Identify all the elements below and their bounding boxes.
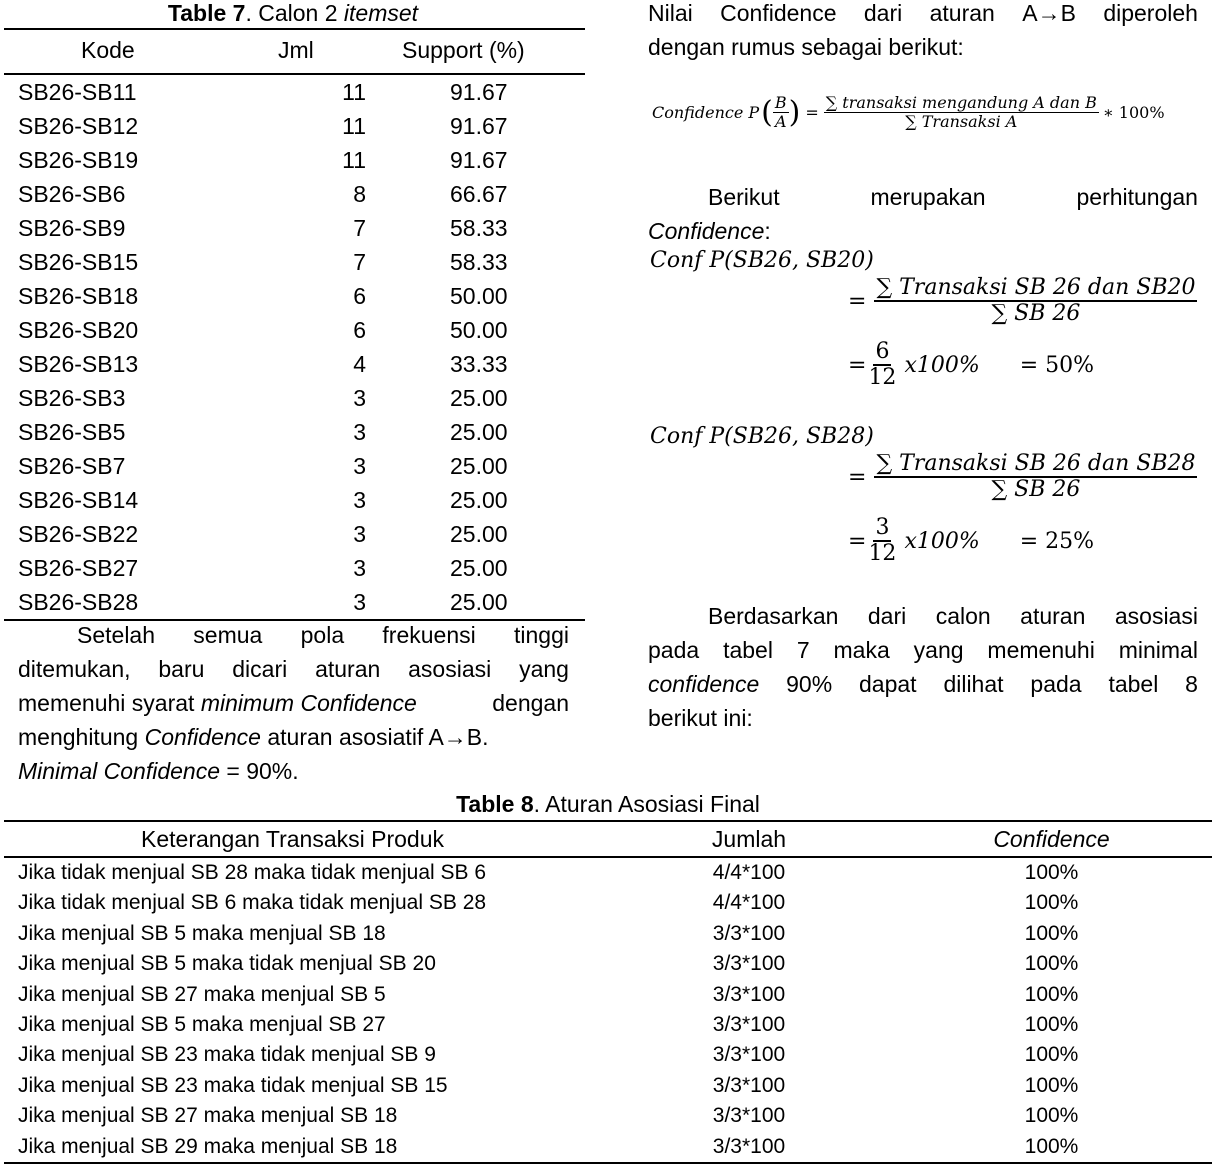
- table7-row: [4, 177, 585, 211]
- table7-row: [4, 449, 585, 483]
- calc2-result: = 25%: [1019, 528, 1095, 554]
- table8-cell-keterangan: Jika menjual SB 5 maka tidak menjual SB 20: [18, 952, 436, 976]
- left-paragraph-line-5: Minimal Confidence = 90%.: [18, 758, 299, 784]
- word: A→B: [1022, 0, 1076, 26]
- table8-row: [4, 1101, 1212, 1131]
- table7-cell-support: 25.00: [450, 419, 508, 445]
- table7-cell-jml: 3: [353, 419, 366, 445]
- word: aturan: [315, 656, 381, 682]
- table7-cell-kode: SB26-SB11: [18, 79, 137, 105]
- table7-cell-kode: SB26-SB7: [18, 453, 126, 479]
- word: Confidence: [720, 0, 837, 26]
- table8-cell-keterangan: Jika tidak menjual SB 6 maka tidak menjual SB 28: [18, 891, 487, 915]
- calc1-result-line: = $\frac{6}{12}$ x100% = 50%: [848, 339, 1095, 391]
- table7-row: [4, 211, 585, 245]
- table8-cell-keterangan: Jika menjual SB 23 maka tidak menjual SB 15: [18, 1073, 448, 1097]
- table7-cell-jml: 3: [353, 385, 366, 411]
- table8-cell-confidence: 100%: [1024, 982, 1079, 1006]
- table7-row: [4, 75, 585, 109]
- table8-cell-jumlah: 3/3*100: [712, 1012, 786, 1036]
- table7-header: [4, 28, 585, 75]
- table7-body: [4, 75, 585, 619]
- table8-header: [4, 820, 1212, 858]
- word: Nilai: [648, 0, 693, 26]
- table8-cell-jumlah: 3/3*100: [712, 1043, 786, 1067]
- table7-cell-support: 25.00: [450, 385, 508, 411]
- right-intro-line-2: dengan rumus sebagai berikut:: [648, 34, 964, 60]
- word: tabel: [723, 637, 773, 663]
- word: memenuhi: [987, 637, 1095, 663]
- table8-cell-jumlah: 3/3*100: [712, 921, 786, 945]
- calc2-result-line: = $\frac{3}{12}$ x100% = 25%: [848, 515, 1095, 567]
- table8-cell-confidence: 100%: [1024, 1012, 1079, 1036]
- table8-cell-jumlah: 3/3*100: [712, 1073, 786, 1097]
- table8-cell-keterangan: Jika menjual SB 29 maka menjual SB 18: [18, 1134, 398, 1158]
- table7-cell-support: 58.33: [450, 249, 508, 275]
- table7-cell-kode: SB26-SB28: [18, 589, 139, 615]
- table7-cell-jml: 6: [353, 283, 366, 309]
- table8-cell-keterangan: Jika menjual SB 5 maka menjual SB 27: [18, 1012, 386, 1036]
- right-berikut-line-2: Confidence:: [648, 218, 771, 244]
- word: pada: [648, 637, 700, 663]
- table8-row: [4, 949, 1212, 979]
- calc2-label: Conf P(SB26, SB28): [650, 424, 874, 449]
- table7-cell-jml: 11: [342, 113, 366, 139]
- right-conclusion-line-3: confidence 90% dapat dilihat pada tabel 8: [648, 667, 1198, 701]
- word: calon: [935, 603, 991, 629]
- table7-caption: Table 7. Calon 2 itemset: [167, 0, 419, 26]
- table7-header-kode: Kode: [81, 37, 135, 63]
- table7-cell-support: 33.33: [450, 351, 508, 377]
- word: 7: [796, 637, 810, 663]
- word: tinggi: [514, 622, 569, 648]
- word: dari: [863, 0, 903, 26]
- table7-cell-support: 25.00: [450, 487, 508, 513]
- table8-row: [4, 1071, 1212, 1101]
- right-intro: [648, 0, 1198, 64]
- table8-cell-confidence: 100%: [1024, 861, 1079, 884]
- table7-cell-kode: SB26-SB15: [18, 249, 139, 275]
- calc1-numerator: ∑ Transaksi SB 26 dan SB20: [874, 276, 1197, 302]
- table7-cell-jml: 7: [353, 249, 366, 275]
- word: diperoleh: [1103, 0, 1198, 26]
- right-conclusion-line-1: [648, 599, 1198, 633]
- word: 8: [1185, 671, 1198, 697]
- table8-cell-confidence: 100%: [1024, 1043, 1079, 1067]
- table7-cell-support: 91.67: [450, 147, 508, 173]
- confidence-formula: Confidence P ( $\frac{B}{A}$ ) = $\frac{\text{∑ transaksi mengandung A dan B}}{\text{∑ Transaksi A}}$ ∗ 100%: [652, 93, 1165, 131]
- word: dicari: [232, 656, 288, 682]
- table7-row: [4, 517, 585, 551]
- word: dapat: [859, 671, 917, 697]
- table7-cell-jml: 4: [353, 351, 366, 377]
- table7-cell-kode: SB26-SB14: [18, 487, 139, 513]
- table8-row: [4, 980, 1212, 1010]
- table7-cell-kode: SB26-SB12: [18, 113, 139, 139]
- table8-cell-confidence: 100%: [1024, 1073, 1079, 1097]
- formula-fraction: $\frac{\text{∑ transaksi mengandung A dan B}}{\text{∑ Transaksi A}}$: [825, 93, 1097, 131]
- table7-row: [4, 415, 585, 449]
- table7-cell-kode: SB26-SB5: [18, 419, 126, 445]
- calc2-numerator: ∑ Transaksi SB 26 dan SB28: [874, 452, 1197, 478]
- table7-row: [4, 483, 585, 517]
- table8-header-jumlah: Jumlah: [711, 826, 787, 852]
- table8-cell-confidence: 100%: [1024, 1134, 1079, 1158]
- word: Setelah: [77, 622, 156, 648]
- table7-cell-jml: 7: [353, 215, 366, 241]
- table7-row: [4, 279, 585, 313]
- left-paragraph-line-2: [18, 652, 569, 686]
- table7-cell-jml: 11: [342, 79, 366, 105]
- table7-cell-kode: SB26-SB18: [18, 283, 139, 309]
- left-paragraph-line-3: memenuhi syarat minimum Confidence dengan: [18, 690, 569, 716]
- table7-cell-support: 66.67: [450, 181, 508, 207]
- table8-cell-keterangan: Jika menjual SB 23 maka tidak menjual SB 9: [18, 1043, 436, 1067]
- table7-row: [4, 551, 585, 585]
- table8-cell-jumlah: 3/3*100: [712, 982, 786, 1006]
- left-paragraph-line-4: menghitung Confidence aturan asosiatif A→B.: [18, 724, 489, 750]
- table7-cell-kode: SB26-SB22: [18, 521, 139, 547]
- table7-cell-support: 25.00: [450, 589, 508, 615]
- right-berikut: [648, 180, 1198, 248]
- left-paragraph: [18, 618, 569, 788]
- table7-cell-jml: 3: [353, 555, 366, 581]
- formula-b-over-a: $\frac{B}{A}$: [774, 93, 787, 131]
- calc1-label: Conf P(SB26, SB20): [650, 248, 874, 273]
- table7-row: [4, 313, 585, 347]
- word: dari: [867, 603, 907, 629]
- word: merupakan: [870, 184, 986, 210]
- word: asosiasi: [408, 656, 492, 682]
- table7-header-support: Support (%): [402, 37, 525, 63]
- table7-cell-kode: SB26-SB9: [18, 215, 126, 241]
- table7-cell-support: 25.00: [450, 555, 508, 581]
- left-paragraph-line-1: [18, 618, 569, 652]
- table7: [4, 28, 585, 621]
- table7-cell-jml: 3: [353, 487, 366, 513]
- table7-cell-kode: SB26-SB27: [18, 555, 139, 581]
- table7-cell-support: 25.00: [450, 453, 508, 479]
- table7-cell-jml: 8: [353, 181, 366, 207]
- calc1-denominator: ∑ SB 26: [991, 301, 1081, 327]
- table7-cell-support: 25.00: [450, 521, 508, 547]
- table8-header-confidence: Confidence: [993, 826, 1110, 852]
- table8-header-keterangan: Keterangan Transaksi Produk: [141, 826, 445, 852]
- right-intro-line-1: [648, 0, 1198, 30]
- right-conclusion: [648, 599, 1198, 735]
- table8-caption: Table 8. Aturan Asosiasi Final: [456, 791, 760, 817]
- word: ditemukan,: [18, 656, 131, 682]
- right-conclusion-line-2: [648, 633, 1198, 667]
- word: 90%: [786, 671, 833, 697]
- word: pola: [300, 622, 345, 648]
- table7-cell-kode: SB26-SB3: [18, 385, 126, 411]
- word: minimal: [1118, 637, 1198, 663]
- table8-cell-keterangan: Jika menjual SB 5 maka menjual SB 18: [18, 921, 386, 945]
- table7-cell-support: 50.00: [450, 317, 508, 343]
- table7-row: [4, 585, 585, 619]
- table8-row: [4, 888, 1212, 918]
- calc2-denominator: ∑ SB 26: [991, 477, 1081, 503]
- table7-cell-support: 50.00: [450, 283, 508, 309]
- table8-row: [4, 858, 1212, 888]
- table8-cell-confidence: 100%: [1024, 1104, 1079, 1128]
- calc2-fraction-line: = $\frac{\text{∑ Transaksi SB 26 dan SB28}}{\sum SB 26}$: [848, 451, 1196, 503]
- right-conclusion-line-4: berikut ini:: [648, 705, 753, 731]
- table8-cell-confidence: 100%: [1024, 921, 1079, 945]
- table7-cell-kode: SB26-SB13: [18, 351, 139, 377]
- table8-row: [4, 1040, 1212, 1070]
- table7-row: [4, 143, 585, 177]
- table8-row: [4, 1010, 1212, 1040]
- table7-cell-jml: 3: [353, 589, 366, 615]
- table7-cell-support: 91.67: [450, 113, 508, 139]
- word: maka: [833, 637, 890, 663]
- word: Berdasarkan: [708, 603, 839, 629]
- table7-row: [4, 347, 585, 381]
- table8-body: [4, 858, 1212, 1162]
- table7-cell-jml: 3: [353, 521, 366, 547]
- word: perhitungan: [1076, 184, 1198, 210]
- table8-row: [4, 919, 1212, 949]
- word: aturan: [1020, 603, 1086, 629]
- table7-cell-jml: 3: [353, 453, 366, 479]
- table8-cell-keterangan: Jika menjual SB 27 maka menjual SB 18: [18, 1104, 398, 1128]
- calc1-result: = 50%: [1019, 352, 1095, 378]
- word: semua: [193, 622, 263, 648]
- calc1-fraction-line: = $\frac{\text{∑ Transaksi SB 26 dan SB20}}{\sum SB 26}$: [848, 275, 1196, 327]
- table7-cell-jml: 6: [353, 317, 366, 343]
- formula-lhs: Confidence P: [652, 102, 760, 122]
- word: dilihat: [943, 671, 1004, 697]
- table8-cell-jumlah: 3/3*100: [712, 952, 786, 976]
- table8-cell-jumlah: 4/4*100: [712, 861, 786, 884]
- table8-cell-confidence: 100%: [1024, 891, 1079, 915]
- table7-cell-support: 58.33: [450, 215, 508, 241]
- table7-cell-kode: SB26-SB19: [18, 147, 139, 173]
- table8: [4, 820, 1212, 1164]
- word: asosiasi: [1114, 603, 1198, 629]
- table8-cell-keterangan: Jika tidak menjual SB 28 maka tidak menjual SB 6: [18, 861, 487, 884]
- table7-row: [4, 381, 585, 415]
- word: yang: [519, 656, 569, 682]
- right-berikut-line-1: [648, 180, 1198, 214]
- table8-cell-jumlah: 4/4*100: [712, 891, 786, 915]
- table8-cell-jumlah: 3/3*100: [712, 1104, 786, 1128]
- table7-cell-kode: SB26-SB6: [18, 181, 126, 207]
- word: yang: [913, 637, 964, 663]
- table8-cell-jumlah: 3/3*100: [712, 1134, 786, 1158]
- table8-cell-keterangan: Jika menjual SB 27 maka menjual SB 5: [18, 982, 386, 1006]
- table7-cell-kode: SB26-SB20: [18, 317, 139, 343]
- word: frekuensi: [382, 622, 476, 648]
- word: aturan: [929, 0, 995, 26]
- word: baru: [158, 656, 205, 682]
- word: Berikut: [708, 184, 780, 210]
- table8-row: [4, 1132, 1212, 1162]
- table7-row: [4, 245, 585, 279]
- table7-header-jml: Jml: [278, 37, 314, 63]
- table7-cell-jml: 11: [342, 147, 366, 173]
- word: pada: [1030, 671, 1082, 697]
- table8-cell-confidence: 100%: [1024, 952, 1079, 976]
- table7-row: [4, 109, 585, 143]
- table7-cell-support: 91.67: [450, 79, 508, 105]
- word: tabel: [1108, 671, 1159, 697]
